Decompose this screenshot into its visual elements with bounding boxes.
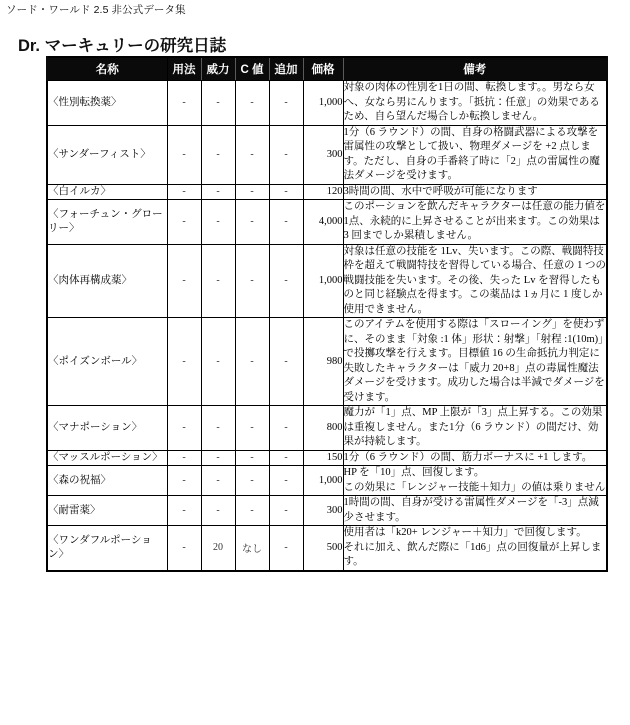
cell-crit-value: - (235, 81, 269, 126)
cell-item-name: 〈ポイズンボール〉 (47, 318, 167, 406)
page-title: Dr. マーキュリーの研究日誌 (18, 37, 227, 56)
cell-item-name: 〈白イルカ〉 (47, 184, 167, 200)
cell-extra: - (269, 466, 303, 496)
cell-crit-value: - (235, 496, 269, 526)
cell-power: - (201, 406, 235, 451)
cell-price: 4,000 (303, 200, 343, 245)
table-row (47, 466, 607, 496)
cell-power: - (201, 318, 235, 406)
cell-price: 300 (303, 496, 343, 526)
cell-crit-value: - (235, 318, 269, 406)
cell-item-name: 〈マナポーション〉 (47, 406, 167, 451)
cell-power: - (201, 184, 235, 200)
cell-extra: - (269, 244, 303, 318)
cell-note: 3時間の間、水中で呼吸が可能になります (343, 184, 607, 200)
cell-note: 1時間の間、自身が受ける雷属性ダメージを「-3」点減少させます。 (343, 496, 607, 526)
cell-crit-value: - (235, 244, 269, 318)
table-row (47, 496, 607, 526)
cell-note: 使用者は「k20+ レンジャー＋知力」で回復します。 それに加え、飲んだ際に「1d6」点の回復量が上昇します。 (343, 526, 607, 571)
cell-item-name: 〈森の祝福〉 (47, 466, 167, 496)
table-header-row (47, 57, 607, 81)
column-header-power: 威力 (201, 57, 235, 81)
table-row (47, 318, 607, 406)
cell-note: 対象は任意の技能を 1Lv、失います。この際、戦闘特技枠を超えて戦闘特技を習得している場合、任意の 1 つの戦闘技能を失います。その後、失った Lv を習得したものと同じ経験点を得ます。この薬品は 1ヵ月に 1 度しか使用できません。 (343, 244, 607, 318)
table-row (47, 526, 607, 571)
cell-note: HP を「10」点、回復します。 この効果に「レンジャー技能＋知力」の値は乗りません (343, 466, 607, 496)
cell-usage: - (167, 406, 201, 451)
table-body (47, 81, 607, 571)
table-row (47, 406, 607, 451)
cell-crit-value: なし (235, 526, 269, 571)
cell-price: 1,000 (303, 244, 343, 318)
cell-item-name: 〈マッスルポーション〉 (47, 450, 167, 466)
column-header-name: 名称 (47, 57, 167, 81)
cell-extra: - (269, 406, 303, 451)
cell-price: 300 (303, 125, 343, 184)
cell-crit-value: - (235, 200, 269, 245)
data-table-container (46, 56, 606, 572)
table-row (47, 184, 607, 200)
cell-note: 魔力が「1」点、MP 上限が「3」点上昇する。この効果は重複しません。また1分（6 ラウンド）の間だけ、効果が持続します。 (343, 406, 607, 451)
cell-crit-value: - (235, 184, 269, 200)
cell-usage: - (167, 496, 201, 526)
site-label: ソード・ワールド 2.5 非公式データ集 (6, 4, 186, 16)
cell-extra: - (269, 450, 303, 466)
cell-extra: - (269, 200, 303, 245)
cell-usage: - (167, 526, 201, 571)
cell-extra: - (269, 526, 303, 571)
cell-extra: - (269, 81, 303, 126)
cell-power: - (201, 125, 235, 184)
cell-usage: - (167, 450, 201, 466)
cell-price: 1,000 (303, 466, 343, 496)
cell-note: 1分（6 ラウンド）の間、自身の格闘武器による攻撃を雷属性の攻撃として扱い、物理ダメージを +2 点します。ただし、自身の手番終了時に「2」点の雷属性の魔法ダメージを受けます。 (343, 125, 607, 184)
cell-item-name: 〈サンダーフィスト〉 (47, 125, 167, 184)
cell-price: 150 (303, 450, 343, 466)
column-header-note: 備考 (343, 57, 607, 81)
cell-extra: - (269, 125, 303, 184)
cell-note: このポーションを飲んだキャラクターは任意の能力値を1点、永続的に上昇させることが出来ます。この効果は 3 回までしか累積しません。 (343, 200, 607, 245)
cell-crit-value: - (235, 450, 269, 466)
cell-extra: - (269, 496, 303, 526)
table-row (47, 450, 607, 466)
cell-power: - (201, 450, 235, 466)
cell-extra: - (269, 318, 303, 406)
cell-usage: - (167, 184, 201, 200)
cell-crit-value: - (235, 466, 269, 496)
cell-power: - (201, 81, 235, 126)
cell-usage: - (167, 125, 201, 184)
column-header-price: 価格 (303, 57, 343, 81)
cell-usage: - (167, 81, 201, 126)
cell-item-name: 〈フォーチュン・グローリー〉 (47, 200, 167, 245)
cell-note: このアイテムを使用する際は「スローイング」を使わずに、そのまま「対象 :1 体」形状：射撃」「射程 :1(10m)」で投擲攻撃を行えます。目標値 16 の生命抵抗力判定に失敗したキャラクターは「威力 20+8」点の毒属性魔法ダメージを受けます。成功した場合は半減でダメージを受けます。 (343, 318, 607, 406)
cell-item-name: 〈性別転換薬〉 (47, 81, 167, 126)
table-row (47, 200, 607, 245)
cell-usage: - (167, 200, 201, 245)
table-row (47, 81, 607, 126)
cell-usage: - (167, 318, 201, 406)
cell-crit-value: - (235, 125, 269, 184)
cell-price: 800 (303, 406, 343, 451)
table-row (47, 244, 607, 318)
cell-price: 500 (303, 526, 343, 571)
column-header-crit: C 値 (235, 57, 269, 81)
cell-power: - (201, 200, 235, 245)
cell-extra: - (269, 184, 303, 200)
cell-price: 980 (303, 318, 343, 406)
cell-note: 対象の肉体の性別を1日の間、転換します。。男なら女へ、女なら男にんります。「抵抗：任意」の効果であるため、自ら望んだ場合しか転換しません。 (343, 81, 607, 126)
cell-power: - (201, 496, 235, 526)
cell-item-name: 〈耐雷薬〉 (47, 496, 167, 526)
cell-usage: - (167, 244, 201, 318)
cell-note: 1分（6 ラウンド）の間、筋力ボーナスに +1 します。 (343, 450, 607, 466)
item-data-table (46, 56, 608, 572)
table-row (47, 125, 607, 184)
column-header-usage: 用法 (167, 57, 201, 81)
cell-power: 20 (201, 526, 235, 571)
column-header-extra: 追加 (269, 57, 303, 81)
cell-crit-value: - (235, 406, 269, 451)
cell-item-name: 〈ワンダフルポーション〉 (47, 526, 167, 571)
cell-price: 1,000 (303, 81, 343, 126)
cell-price: 120 (303, 184, 343, 200)
cell-usage: - (167, 466, 201, 496)
cell-power: - (201, 466, 235, 496)
table-header (47, 57, 607, 81)
cell-item-name: 〈肉体再構成薬〉 (47, 244, 167, 318)
cell-power: - (201, 244, 235, 318)
